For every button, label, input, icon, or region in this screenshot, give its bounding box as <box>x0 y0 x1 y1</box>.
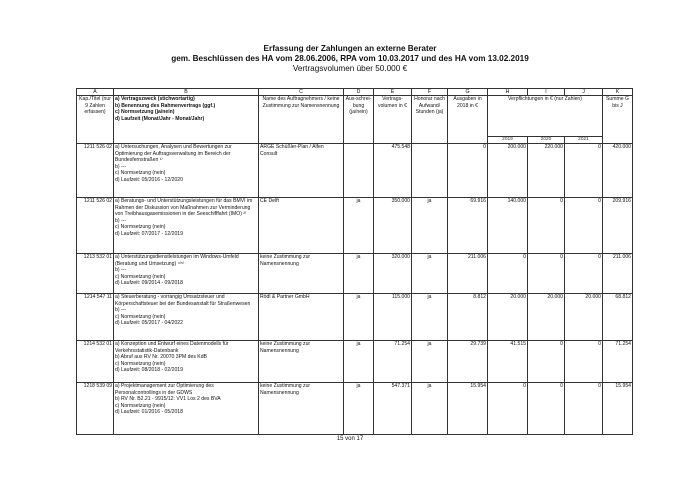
page-number: 15 von 17 <box>336 436 364 442</box>
cell-2020: 0 <box>528 254 565 294</box>
cell-honorar: ja <box>412 198 448 254</box>
cell-honorar: ja <box>412 294 448 341</box>
cell-2019: 20.000 <box>488 294 528 341</box>
desc-line: b) --- <box>115 163 127 170</box>
header-row <box>77 96 633 137</box>
cell-kap: 1211 526 02 <box>77 198 114 254</box>
cell-name: keine Zustimmung zur Namensnennung <box>259 254 344 294</box>
cell-summe: 71.254 <box>603 341 633 383</box>
cell-kap: 1214 547 11 <box>77 294 114 341</box>
cell-kap: 1218 539 09 <box>77 383 114 435</box>
desc-line: a) Steuerberatung - vorrangig Umsatzsteuer und Körperschaftsteuer bei der Bundesanstalt für Straßenwesen <box>115 294 251 307</box>
cell-ausschreibung: ja <box>344 341 374 383</box>
table-row <box>77 254 633 294</box>
col-letter: I <box>528 89 565 96</box>
cell-ausgaben: 211.006 <box>448 254 488 294</box>
cell-ausgaben: 15.954 <box>448 383 488 435</box>
cell-2021: 0 <box>565 254 603 294</box>
desc-line: d) Laufzeit: 09/2014 - 09/2018 <box>115 280 183 286</box>
cell-2019: 0 <box>488 254 528 294</box>
header-vertrag <box>114 96 259 144</box>
desc-line: d) Laufzeit: 05/2017 - 04/2022 <box>115 320 183 326</box>
desc-line: b) --- <box>115 267 127 273</box>
col-letter: G <box>448 89 488 96</box>
cell-summe: 15.954 <box>603 383 633 435</box>
header-ausgaben-2018: Ausgaben in 2018 in € <box>448 96 488 144</box>
table-row <box>77 294 633 341</box>
title-line-3: Vertragsvolumen über 50.000 € <box>292 64 408 73</box>
header-vertrag-b: b) Benennung des Rahmenvertrags (ggf.) <box>115 102 216 109</box>
cell-2019: 200.000 <box>488 144 528 198</box>
desc-line: a) Projektmanagement zur Optimierung des Personalcontrollings in der GDWS <box>115 383 214 396</box>
header-summe: Summe G bis J <box>603 96 633 144</box>
col-letter: A <box>77 89 114 96</box>
cell-name: keine Zustimmung zur Namensnennung <box>259 383 344 435</box>
cell-volumen: 71.254 <box>374 341 412 383</box>
desc-line: d) Laufzeit: 05/2016 - 12/2020 <box>115 176 183 183</box>
cell-desc <box>114 294 259 341</box>
cell-name: keine Zustimmung zur Namensnennung <box>259 341 344 383</box>
desc-line: b) --- <box>115 307 127 313</box>
col-letter: B <box>114 89 259 96</box>
desc-line: a) Untersuchungen, Analysen und Bewertungen zur Optimierung der Auftragsverwaltung im Bereich der Bundesfernstraßen ¹⁾ <box>115 144 232 163</box>
cell-summe: 211.006 <box>603 254 633 294</box>
desc-line: b) --- <box>115 217 127 224</box>
cell-honorar: ja <box>412 383 448 435</box>
cell-desc <box>114 254 259 294</box>
header-kap-titel: Kap./Titel (nur 9 Zahlen erfassen) <box>77 96 114 144</box>
desc-line: a) Konzeption und Entwurf eines Datenmodells für Verkehrsstatistik-Datenbank <box>115 341 229 354</box>
cell-honorar: ja <box>412 254 448 294</box>
cell-name: ARGE Schüßler-Plan / Alfen Consult <box>259 144 344 198</box>
document-title <box>0 44 700 74</box>
year-2020: 2020 <box>528 137 565 144</box>
col-letter: J <box>565 89 603 96</box>
desc-line: b) Abruf aus RV Nr. 20070 3PM des KdB <box>115 354 207 360</box>
cell-ausgaben: 8.812 <box>448 294 488 341</box>
title-line-1: Erfassung der Zahlungen an externe Berater <box>263 44 437 53</box>
cell-summe: 68.812 <box>603 294 633 341</box>
cell-2021: 0 <box>565 341 603 383</box>
cell-honorar <box>412 144 448 198</box>
desc-line: c) Normsetzung (nein) <box>115 170 166 176</box>
cell-2019: 140.000 <box>488 198 528 254</box>
cell-ausschreibung: ja <box>344 294 374 341</box>
cell-volumen: 547.371 <box>374 383 412 435</box>
desc-line: b) RV Nr. B2.21 - 9915/12: VV1 Los 2 des BVA <box>115 396 221 402</box>
cell-volumen: 350.000 <box>374 198 412 254</box>
table-row <box>77 341 633 383</box>
cell-desc <box>114 341 259 383</box>
year-2021: 2021 <box>565 137 603 144</box>
cell-ausschreibung: ja <box>344 198 374 254</box>
cell-volumen: 320.000 <box>374 254 412 294</box>
header-vertrag-c: c) Normsetzung (ja/nein) <box>115 109 175 115</box>
col-letter: E <box>374 89 412 96</box>
cell-desc <box>114 383 259 435</box>
cell-2020: 0 <box>528 383 565 435</box>
cell-kap: 1214 532 01 <box>77 341 114 383</box>
col-letter: H <box>488 89 528 96</box>
header-vertrag-d: d) Laufzeit (Monat/Jahr - Monat/Jahr) <box>115 115 205 122</box>
cell-2021: 0 <box>565 198 603 254</box>
cell-name: CE Delft <box>259 198 344 254</box>
col-letter: K <box>603 89 633 96</box>
header-auftragnehmer: Name des Auftragnehmers / keine Zustimmung zur Namensnennung <box>259 96 344 144</box>
desc-line: c) Normsetzung (nein) <box>115 313 166 320</box>
cell-2021: 20.000 <box>565 294 603 341</box>
desc-line: d) Laufzeit: 07/2017 - 12/2019 <box>115 230 183 237</box>
desc-line: c) Normsetzung (nein) <box>115 360 166 367</box>
header-honorar: Honorar nach Aufwand/ Stunden (ja) <box>412 96 448 144</box>
cell-ausschreibung <box>344 144 374 198</box>
desc-line: c) Normsetzung (nein) <box>115 224 166 230</box>
desc-line: a) Beratungs- und Unterstützungsleistungen für das BMVI im Rahmen der Diskussion von Maßnahmen zur Verminderung von Treibhausgasemissionen in der Seeschifffahrt (IMO) ²⁾ <box>115 198 253 217</box>
desc-line: c) Normsetzung (nein) <box>115 273 166 280</box>
col-letter: C <box>259 89 344 96</box>
cell-volumen: 475.548 <box>374 144 412 198</box>
cell-2021: 0 <box>565 383 603 435</box>
cell-2019: 41.515 <box>488 341 528 383</box>
cell-summe: 209.916 <box>603 198 633 254</box>
desc-line: c) Normsetzung (nein) <box>115 402 166 409</box>
consultant-payments-table <box>76 88 633 435</box>
table-row <box>77 144 633 198</box>
cell-volumen: 115.000 <box>374 294 412 341</box>
cell-ausgaben: 69.916 <box>448 198 488 254</box>
year-2019: 2019 <box>488 137 528 144</box>
cell-2020: 0 <box>528 198 565 254</box>
cell-2019: 0 <box>488 383 528 435</box>
header-vertragsvolumen: Vertrags-volumen in € <box>374 96 412 144</box>
column-letter-row <box>77 89 633 96</box>
cell-ausgaben: 0 <box>448 144 488 198</box>
cell-honorar: ja <box>412 341 448 383</box>
cell-2021: 0 <box>565 144 603 198</box>
cell-desc <box>114 144 259 198</box>
cell-2020: 220.000 <box>528 144 565 198</box>
desc-line: a) Unterstützungsdienstleistungen im Windows-Umfeld (Beratung und Umsetzung) ⁴⁾⁵⁾ <box>115 254 239 267</box>
cell-ausschreibung: ja <box>344 254 374 294</box>
cell-kap: 1213 532 01 <box>77 254 114 294</box>
desc-line: d) Laufzeit: 01/2016 - 05/2018 <box>115 409 183 415</box>
cell-ausschreibung: ja <box>344 383 374 435</box>
col-letter: D <box>344 89 374 96</box>
title-line-2: gem. Beschlüssen des HA vom 28.06.2006, RPA vom 10.03.2017 und des HA vom 13.02.2019 <box>171 54 529 63</box>
col-letter: F <box>412 89 448 96</box>
cell-2020: 0 <box>528 341 565 383</box>
cell-kap: 1211 526 02 <box>77 144 114 198</box>
header-vertrag-a: a) Vertragszweck (stichwortartig) <box>115 96 195 102</box>
cell-summe: 420.000 <box>603 144 633 198</box>
header-ausschreibung: Aus-schrei-bung (ja/nein) <box>344 96 374 144</box>
cell-2020: 20.000 <box>528 294 565 341</box>
cell-ausgaben: 29.739 <box>448 341 488 383</box>
table-row <box>77 383 633 435</box>
header-verpflichtungen: Verpflichtungen in € (nur Zahlen) <box>488 96 603 137</box>
table-row <box>77 198 633 254</box>
desc-line: d) Laufzeit: 08/2018 - 02/2019 <box>115 367 183 373</box>
cell-name: Rödl & Partner GmbH <box>259 294 344 341</box>
cell-desc <box>114 198 259 254</box>
